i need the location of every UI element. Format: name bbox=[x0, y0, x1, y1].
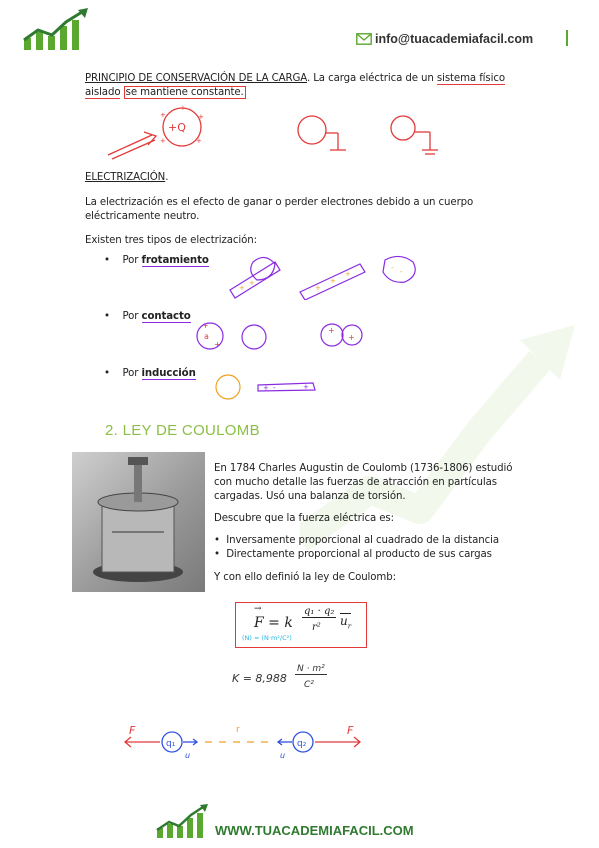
electrization-heading bbox=[85, 171, 168, 185]
svg-text:+: + bbox=[160, 137, 166, 145]
principle-paragraph bbox=[85, 72, 515, 86]
force-left-label: F bbox=[129, 724, 136, 737]
force-diagram bbox=[115, 712, 375, 767]
types-intro: Existen tres tipos de electrización: bbox=[85, 235, 257, 246]
charge-sketch bbox=[100, 105, 460, 165]
unit-vec-sub: r bbox=[347, 622, 352, 631]
induction-sketch bbox=[213, 373, 333, 403]
svg-text:+: + bbox=[348, 333, 355, 342]
electrization-line1: La electrización es el efecto de ganar o perder electrones debido a un cuerpo bbox=[85, 197, 474, 208]
svg-text:+: + bbox=[202, 321, 209, 330]
electrization-title-dot: . bbox=[165, 172, 169, 183]
constant-den: C² bbox=[304, 680, 314, 690]
principle-line2 bbox=[85, 86, 246, 100]
force-right-label: F bbox=[347, 724, 354, 737]
formula-units-note: (N) = (N·m²/C²) bbox=[242, 634, 292, 642]
svg-text:-: - bbox=[400, 268, 403, 276]
svg-text:-: - bbox=[391, 264, 394, 272]
type-item-contacto bbox=[104, 310, 191, 324]
type-name-frotamiento: frotamiento bbox=[141, 255, 209, 266]
coulomb-bullet-1 bbox=[214, 534, 499, 548]
coulomb-p5: Y con ello definió la ley de Coulomb: bbox=[214, 572, 396, 583]
svg-text:+: + bbox=[160, 111, 166, 119]
svg-text:+: + bbox=[345, 270, 351, 278]
header-email-link[interactable]: info@tuacademiafacil.com bbox=[375, 32, 534, 46]
r-label: r bbox=[236, 725, 240, 735]
electrization-title: ELECTRIZACIÓN bbox=[85, 172, 166, 183]
contact-sketch bbox=[192, 318, 372, 358]
electrization-line2: eléctricamente neutro. bbox=[85, 211, 200, 222]
formula-numerator: q₁ · q₂ bbox=[304, 606, 335, 617]
charge-q-label: +Q bbox=[168, 121, 186, 134]
formula-denominator: r² bbox=[312, 622, 321, 633]
coulomb-bullet-2 bbox=[214, 548, 492, 562]
coulomb-formula-box bbox=[235, 602, 367, 648]
bullet-dot: • bbox=[104, 311, 123, 322]
bullet-dot: • bbox=[104, 255, 123, 266]
friction-sketch bbox=[225, 250, 425, 300]
footer-logo-icon bbox=[155, 804, 210, 840]
torsion-balance-photo bbox=[72, 452, 205, 592]
principle-text-b: sistema físico bbox=[436, 73, 505, 84]
coulomb-p2: con mucho detalle las fuerzas de atracción en partículas bbox=[214, 477, 497, 488]
bullet-dot: • bbox=[214, 535, 227, 546]
coulomb-p1: En 1784 Charles Augustin de Coulomb (1736-1806) estudió bbox=[214, 463, 513, 474]
principle-title: PRINCIPIO DE CONSERVACIÓN DE LA CARGA bbox=[85, 73, 307, 84]
formula-f-text: F bbox=[254, 615, 264, 631]
type-prefix: Por bbox=[122, 368, 142, 379]
coulomb-bullet-text: Directamente proporcional al producto de sus cargas bbox=[226, 549, 492, 560]
constant-num: N · m² bbox=[297, 664, 325, 674]
svg-text:+: + bbox=[249, 279, 255, 287]
vector-arrow-icon: → bbox=[254, 604, 262, 614]
header-divider bbox=[566, 30, 568, 46]
svg-text:+: + bbox=[303, 383, 309, 391]
q1-label: q₁ bbox=[166, 739, 176, 749]
mail-icon bbox=[356, 33, 372, 45]
type-name-induccion: inducción bbox=[141, 368, 196, 379]
formula-unit-vector bbox=[340, 613, 351, 630]
principle-constant-box: se mantiene constante. bbox=[125, 87, 244, 98]
principle-text-a: . La carga eléctrica de un bbox=[306, 73, 437, 84]
u-right-label: u bbox=[280, 751, 286, 760]
type-prefix: Por bbox=[122, 255, 142, 266]
type-item-induccion bbox=[104, 367, 196, 381]
u-left-label: u bbox=[185, 751, 191, 760]
formula-lhs bbox=[254, 604, 293, 631]
bullet-dot: • bbox=[214, 549, 227, 560]
torsion-balance-image bbox=[72, 452, 205, 592]
svg-text:+: + bbox=[214, 340, 221, 349]
svg-text:+: + bbox=[196, 137, 202, 145]
bullet-dot: • bbox=[104, 368, 123, 379]
svg-text:+: + bbox=[315, 284, 321, 292]
svg-text:+: + bbox=[263, 384, 269, 392]
svg-text:+: + bbox=[180, 105, 186, 112]
type-prefix: Por bbox=[122, 311, 142, 322]
footer-website-link[interactable]: WWW.TUACADEMIAFACIL.COM bbox=[215, 823, 414, 838]
type-item-frotamiento bbox=[104, 254, 209, 268]
formula-eq: = k bbox=[268, 615, 293, 631]
svg-text:+: + bbox=[328, 326, 335, 335]
q2-label: q₂ bbox=[297, 739, 307, 749]
svg-text:+: + bbox=[198, 113, 204, 121]
formula-f bbox=[254, 604, 264, 631]
unit-vec-u: u bbox=[340, 614, 348, 628]
type-name-contacto: contacto bbox=[141, 311, 191, 322]
svg-text:a: a bbox=[204, 332, 209, 341]
constant-k: K = 8,988 bbox=[232, 672, 287, 685]
logo-icon bbox=[22, 8, 92, 52]
section-title-coulomb: 2. LEY DE COULOMB bbox=[105, 422, 260, 439]
coulomb-p4: Descubre que la fuerza eléctrica es: bbox=[214, 513, 394, 524]
coulomb-bullet-text: Inversamente proporcional al cuadrado de la distancia bbox=[226, 535, 499, 546]
svg-text:-: - bbox=[273, 384, 276, 392]
svg-text:+: + bbox=[330, 277, 336, 285]
svg-text:+: + bbox=[239, 284, 245, 292]
coulomb-p3: cargadas. Usó una balanza de torsión. bbox=[214, 491, 406, 502]
principle-aislado: aislado bbox=[85, 87, 121, 98]
